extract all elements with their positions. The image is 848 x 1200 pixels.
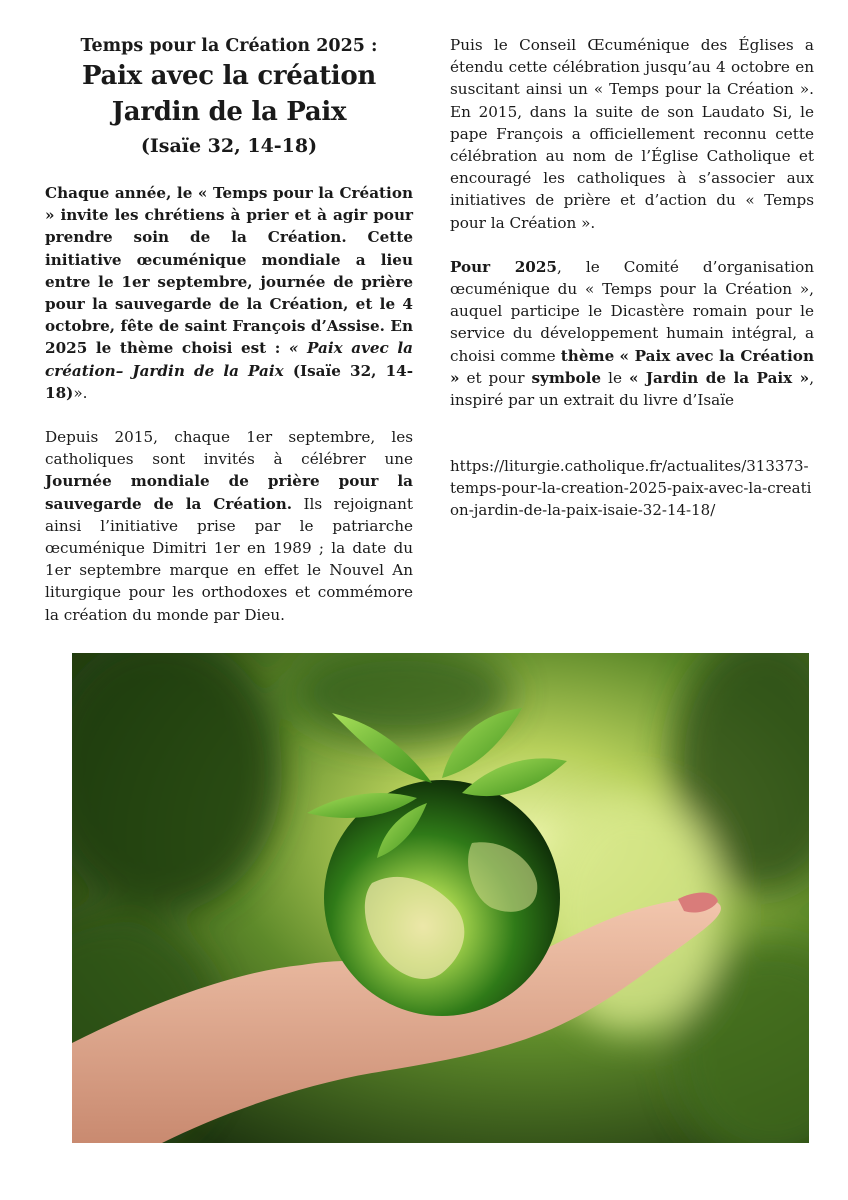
- year-2025-lead: Pour 2025: [450, 257, 557, 276]
- year-2025-text-1: , le Comité d’organisation œcuménique du « Temps pour la Création », auquel participe le Dicastère romain pour le service du développement humain intégral, a choisi comme: [450, 257, 814, 365]
- history-paragraph: [45, 426, 413, 626]
- history-bold: Journée mondiale de prière pour la sauvegarde de la Création.: [45, 472, 413, 513]
- year-2025-text-2: et pour: [459, 368, 532, 387]
- page-title: Paix avec la création: [81, 61, 377, 91]
- council-paragraph: Puis le Conseil Œcuménique des Églises a étendu cette célébration jusqu’au 4 octobre en suscitant ainsi un « Temps pour la Création ». En 2015, dans la suite de son Laudato Si, le pape François a officiellement reconnu cette célébration au nom de l’Église Catholique et encouragé les catholiques à s’associer aux initiatives de prière et d’action du « Temps pour la Création ».: [450, 36, 814, 232]
- theme-value: « Paix avec la Création »: [450, 346, 814, 387]
- symbol-word: symbole: [531, 368, 602, 387]
- theme-word: thème: [560, 346, 615, 365]
- title-block: [45, 34, 413, 160]
- source-link[interactable]: https://liturgie.catholique.fr/actualites/313373-temps-pour-la-creation-2025-paix-avec-la-creation-jardin-de-la-paix-isaie-32-14-18/: [450, 457, 812, 520]
- intro-closing: ».: [73, 383, 88, 402]
- history-text-after: Ils rejoignant ainsi l’initiative prise par le patriarche œcuménique Dimitri 1er en 1989 ; la date du 1er septembre marque en effet le Nouvel An liturgique pour les orthodoxes et commémore la création du monde par Dieu.: [45, 494, 413, 624]
- scripture-reference: (Isaïe 32, 14-18): [140, 135, 318, 157]
- page-subtitle: Jardin de la Paix: [111, 97, 347, 127]
- title-line-1: Temps pour la Création 2025 :: [80, 36, 378, 56]
- year-2025-text-4: , inspiré par un extrait du livre d’Isaïe: [450, 368, 815, 410]
- theme-italic: « Paix avec la création– Jardin de la Paix: [45, 339, 413, 380]
- year-2025-text-3: le: [601, 368, 629, 387]
- theme-reference: (Isaïe 32, 14-18): [45, 361, 414, 402]
- symbol-value: « Jardin de la Paix »: [628, 368, 810, 387]
- hand-holding-globe-photo: [72, 653, 809, 1143]
- left-column: [45, 34, 413, 626]
- year-2025-paragraph: [450, 256, 814, 411]
- history-text-before: Depuis 2015, chaque 1er septembre, les catholiques sont invités à célébrer une: [45, 428, 413, 469]
- intro-text: Chaque année, le « Temps pour la Création » invite les chrétiens à prier et à agir pour prendre soin de la Création. Cette initiative œcuménique mondiale a lieu entre le 1er septembre, journée de prière pour la sauvegarde de la Création, et le 4 octobre, fête de saint François d’Assise. En 2025 le thème choisi est :: [45, 184, 413, 358]
- right-column: [450, 34, 814, 521]
- intro-paragraph: [45, 182, 413, 404]
